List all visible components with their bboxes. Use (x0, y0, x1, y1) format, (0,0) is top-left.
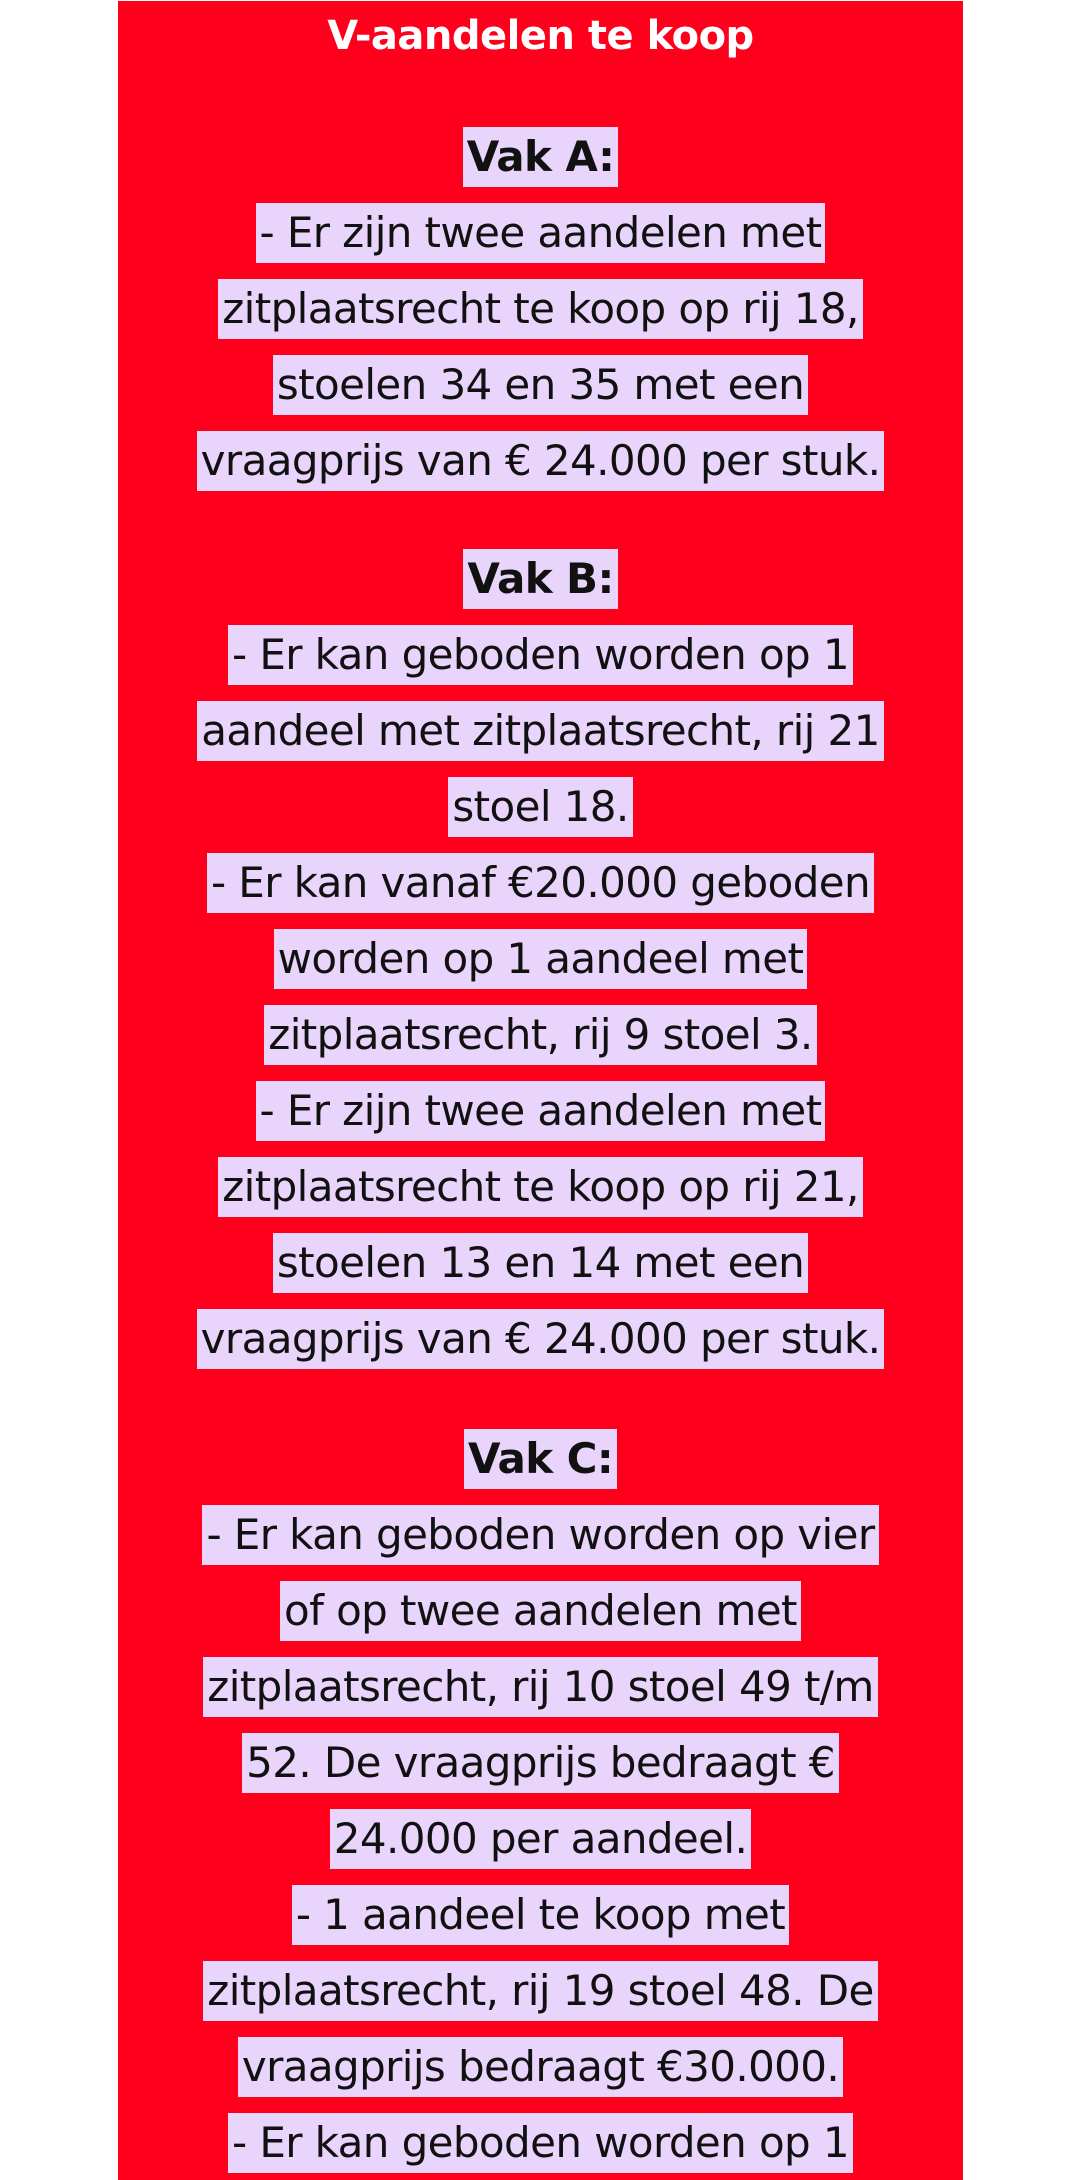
text-line-content: vraagprijs bedraagt €30.000. (238, 2037, 843, 2097)
spacer (118, 498, 963, 540)
text-line-content: zitplaatsrecht te koop op rij 18, (218, 279, 863, 339)
spacer (118, 1376, 963, 1420)
text-line (118, 2104, 963, 2180)
text-line (118, 1072, 963, 1148)
text-line-content: aandeel met zitplaatsrecht, rij 21 (197, 701, 883, 761)
spacer (118, 61, 963, 118)
text-line-content: vraagprijs van € 24.000 per stuk. (197, 431, 885, 491)
section-heading-line (118, 540, 963, 616)
text-line (118, 1224, 963, 1300)
content-panel (118, 1, 963, 2180)
section-heading-line (118, 118, 963, 194)
text-line (118, 616, 963, 692)
text-line-content: 52. De vraagprijs bedraagt € (242, 1733, 839, 1793)
section-heading: Vak B: (463, 549, 617, 609)
text-line (118, 1952, 963, 2028)
text-line-content: - Er zijn twee aandelen met (256, 203, 826, 263)
text-line-content: of op twee aandelen met (280, 1581, 801, 1641)
text-line-content: zitplaatsrecht te koop op rij 21, (218, 1157, 863, 1217)
text-line-content: - Er kan geboden worden op vier (202, 1505, 878, 1565)
text-line (118, 768, 963, 844)
text-line (118, 1496, 963, 1572)
text-line-content: - 1 aandeel te koop met (292, 1885, 789, 1945)
text-line (118, 1300, 963, 1376)
section-vak-b (118, 540, 963, 1376)
text-line (118, 996, 963, 1072)
text-line (118, 1572, 963, 1648)
text-line (118, 346, 963, 422)
text-line-content: vraagprijs van € 24.000 per stuk. (197, 1309, 885, 1369)
text-line-content: stoelen 13 en 14 met een (273, 1233, 808, 1293)
text-line-content: zitplaatsrecht, rij 19 stoel 48. De (203, 1961, 877, 2021)
text-line (118, 1724, 963, 1800)
section-heading: Vak A: (463, 127, 619, 187)
text-line-content: zitplaatsrecht, rij 10 stoel 49 t/m (203, 1657, 877, 1717)
text-line (118, 692, 963, 768)
text-line-content: worden op 1 aandeel met (274, 929, 808, 989)
text-line-content: 24.000 per aandeel. (330, 1809, 751, 1869)
section-vak-a (118, 118, 963, 498)
text-line-content: zitplaatsrecht, rij 9 stoel 3. (264, 1005, 816, 1065)
text-line-content: - Er kan geboden worden op 1 (228, 2113, 853, 2173)
section-heading: Vak C: (464, 1429, 617, 1489)
text-line-content: - Er zijn twee aandelen met (256, 1081, 826, 1141)
text-line (118, 2028, 963, 2104)
text-line-content: - Er kan vanaf €20.000 geboden (207, 853, 874, 913)
text-line (118, 270, 963, 346)
text-line-content: - Er kan geboden worden op 1 (228, 625, 853, 685)
section-vak-c (118, 1420, 963, 2180)
text-line-content: stoelen 34 en 35 met een (273, 355, 808, 415)
text-line (118, 1148, 963, 1224)
text-line (118, 1800, 963, 1876)
text-line (118, 844, 963, 920)
page-title: V-aandelen te koop (327, 13, 754, 59)
text-line (118, 194, 963, 270)
text-line (118, 920, 963, 996)
text-line (118, 1876, 963, 1952)
text-line-content: stoel 18. (448, 777, 632, 837)
text-line (118, 422, 963, 498)
text-line (118, 1648, 963, 1724)
section-heading-line (118, 1420, 963, 1496)
